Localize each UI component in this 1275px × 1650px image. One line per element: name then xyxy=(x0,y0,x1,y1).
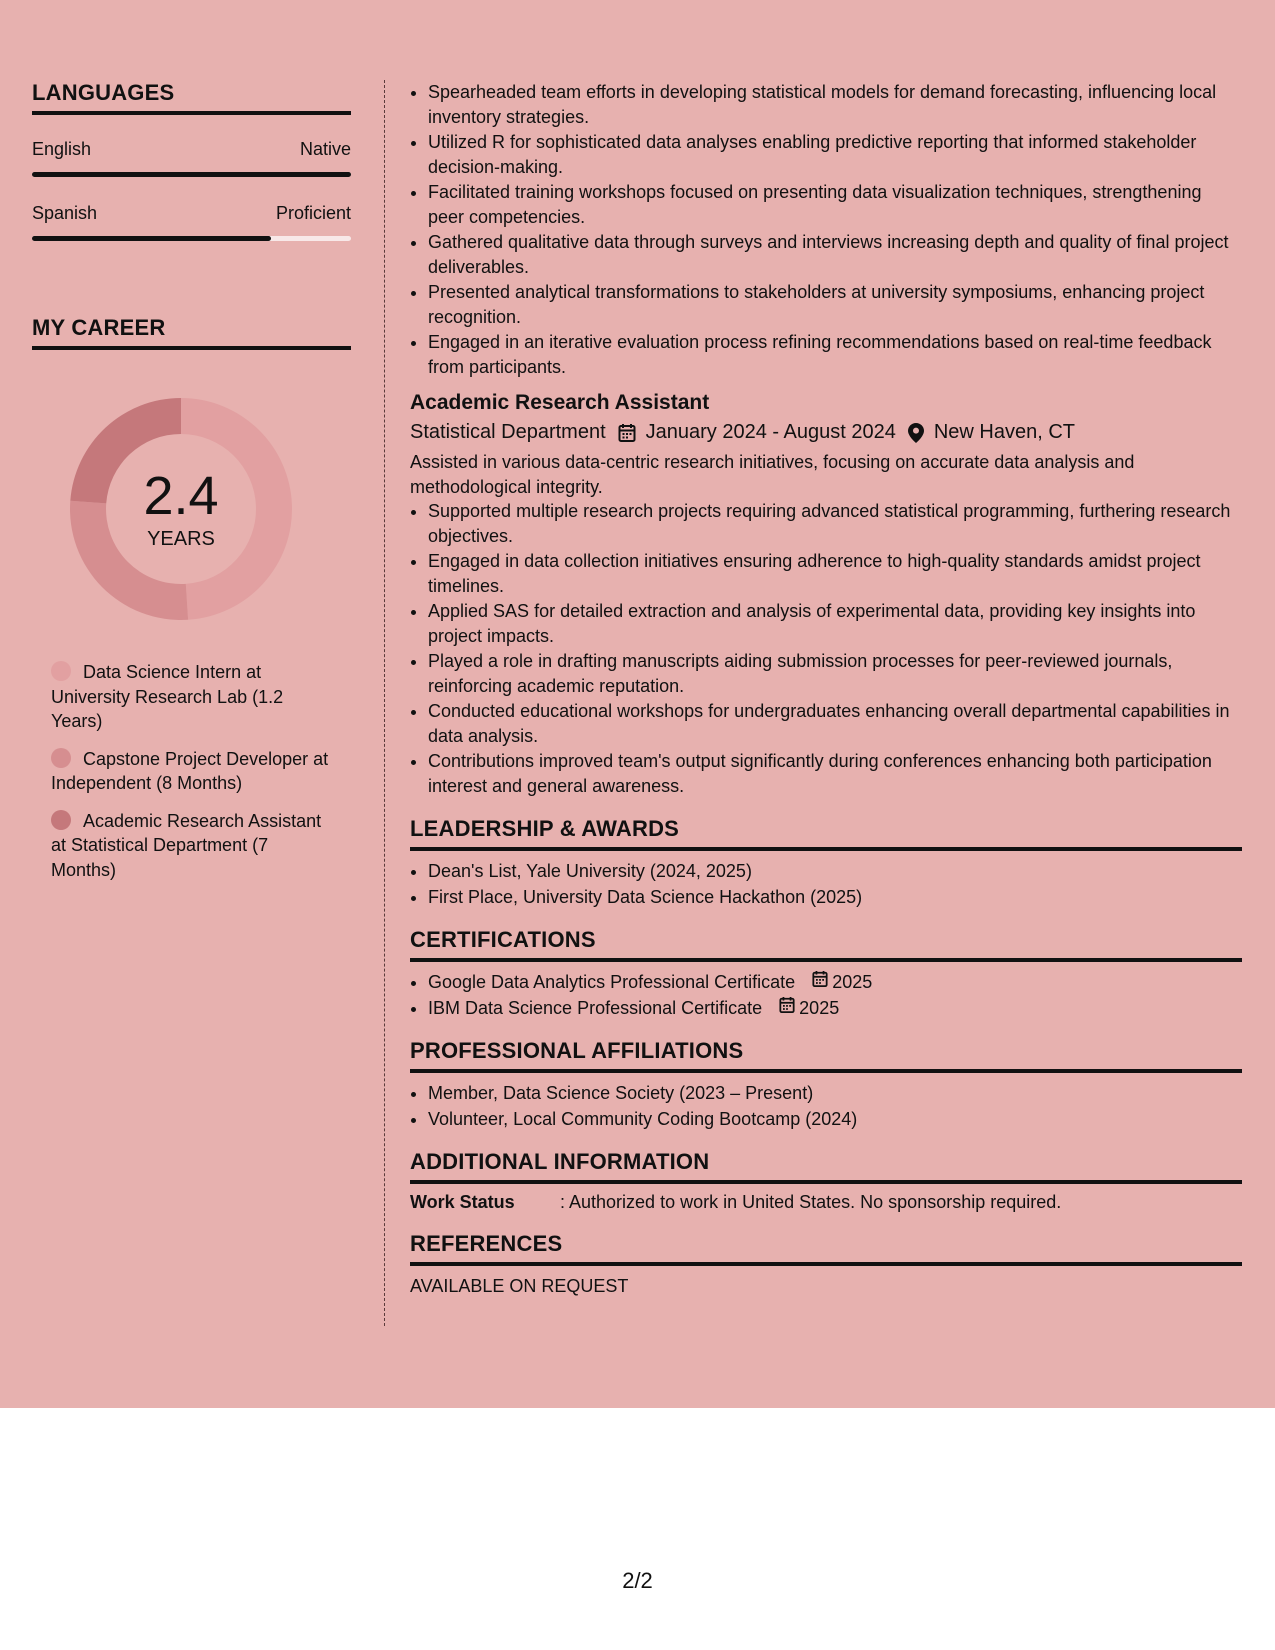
language-bar-spanish xyxy=(32,236,351,241)
cert-name: Google Data Analytics Professional Certificate xyxy=(428,972,796,992)
list-item: • Presented analytical transformations to stakeholders at university symposiums, enhancing project recognition. xyxy=(428,280,1242,329)
references-heading: REFERENCES xyxy=(410,1231,1242,1266)
page-number: 2/2 xyxy=(622,1568,653,1593)
leadership-heading: LEADERSHIP & AWARDS xyxy=(410,816,1242,851)
job-meta xyxy=(410,421,1242,444)
job-description: Assisted in various data-centric research initiatives, focusing on accurate data analysis and methodological integrity. xyxy=(410,452,1135,497)
career-donut-chart xyxy=(66,394,296,624)
legend-item xyxy=(51,747,331,796)
list-item: • First Place, University Data Science Hackathon (2025) xyxy=(428,885,1242,910)
language-bar-fill xyxy=(32,236,271,241)
leadership-list xyxy=(410,859,1242,909)
references-section xyxy=(410,1231,1242,1297)
calendar-icon xyxy=(779,996,799,1021)
language-name: Spanish xyxy=(32,203,98,223)
calendar-icon xyxy=(618,423,636,443)
list-item xyxy=(428,970,1242,995)
language-name: English xyxy=(32,139,92,159)
legend-label: Data Science Intern at University Research Lab (1.2 Years) xyxy=(51,662,284,731)
location-pin-icon xyxy=(908,423,924,443)
job-company: Statistical Department xyxy=(410,421,606,443)
list-item: • Contributions improved team's output significantly during conferences enhancing both participation interest and general awareness. xyxy=(428,749,1242,798)
column-divider xyxy=(384,80,385,1326)
list-item: • Spearheaded team efforts in developing statistical models for demand forecasting, influencing local inventory strategies. xyxy=(428,80,1242,129)
job-location: New Haven, CT xyxy=(933,421,1075,443)
career-total-years: 2.4 xyxy=(143,465,219,526)
work-status-value: : Authorized to work in United States. No sponsorship required. xyxy=(560,1192,1062,1212)
certifications-section xyxy=(410,927,1242,1020)
career-total-unit: YEARS xyxy=(147,527,215,550)
affiliations-heading: PROFESSIONAL AFFILIATIONS xyxy=(410,1038,1242,1073)
list-item: • Applied SAS for detailed extraction and analysis of experimental data, providing key insights into project impacts. xyxy=(428,599,1242,648)
legend-dot xyxy=(51,810,71,830)
additional-info-section xyxy=(410,1149,1242,1213)
legend-dot xyxy=(51,661,71,681)
list-item: • Utilized R for sophisticated data analyses enabling predictive reporting that informed stakeholder decision-making. xyxy=(428,130,1242,179)
legend-item xyxy=(51,809,331,883)
left-column xyxy=(32,80,351,895)
legend-label: Academic Research Assistant at Statistical Department (7 Months) xyxy=(51,810,322,880)
legend-dot xyxy=(51,748,71,768)
job-title: Academic Research Assistant xyxy=(410,391,710,414)
certifications-list xyxy=(410,970,1242,1020)
additional-info-heading: ADDITIONAL INFORMATION xyxy=(410,1149,1242,1184)
cert-year: 2025 xyxy=(799,997,840,1018)
list-item: • Played a role in drafting manuscripts aiding submission processes for peer-reviewed journals, reinforcing academic reputation. xyxy=(428,649,1242,698)
cert-name: IBM Data Science Professional Certificate xyxy=(428,997,763,1018)
cert-date xyxy=(812,970,872,995)
list-item: • Member, Data Science Society (2023 – Present) xyxy=(428,1081,1242,1106)
list-item: • Volunteer, Local Community Coding Bootcamp (2024) xyxy=(428,1107,1242,1132)
legend-item xyxy=(51,660,331,734)
career-legend xyxy=(51,660,331,882)
list-item: • Conducted educational workshops for undergraduates enhancing overall departmental capabilities in data analysis. xyxy=(428,699,1242,748)
job-bullets xyxy=(410,499,1242,798)
list-item xyxy=(428,996,1242,1021)
list-item: • Supported multiple research projects requiring advanced statistical programming, furthering research objectives. xyxy=(428,499,1242,548)
leadership-section xyxy=(410,816,1242,909)
language-level: Native xyxy=(299,139,351,159)
list-item: • Gathered qualitative data through surveys and interviews increasing depth and quality of final project deliverables. xyxy=(428,230,1242,279)
languages-heading: LANGUAGES xyxy=(32,80,351,115)
list-item: • Engaged in an iterative evaluation process refining recommendations based on real-time feedback from participants. xyxy=(428,330,1242,379)
work-status-row xyxy=(410,1192,1242,1213)
certifications-heading: CERTIFICATIONS xyxy=(410,927,1242,962)
list-item: • Facilitated training workshops focused on presenting data visualization techniques, strengthening peer competencies. xyxy=(428,180,1242,229)
legend-label: Capstone Project Developer at Independent (8 Months) xyxy=(51,748,329,793)
job-dates: January 2024 - August 2024 xyxy=(645,421,896,443)
language-bar-fill xyxy=(32,172,351,177)
cert-date xyxy=(779,996,839,1021)
right-column xyxy=(410,80,1242,1297)
language-bar-english xyxy=(32,172,351,177)
language-row-english xyxy=(32,139,351,160)
language-level: Proficient xyxy=(275,203,351,223)
work-status-label: Work Status xyxy=(410,1192,515,1212)
affiliations-section xyxy=(410,1038,1242,1131)
list-item: • Engaged in data collection initiatives ensuring adherence to high-quality standards amidst project timelines. xyxy=(428,549,1242,598)
previous-job-bullets xyxy=(410,80,1242,379)
language-row-spanish xyxy=(32,203,351,224)
career-heading: MY CAREER xyxy=(32,315,351,350)
calendar-icon xyxy=(812,970,832,995)
cert-year: 2025 xyxy=(832,972,873,992)
donut-center xyxy=(66,394,296,624)
references-text: AVAILABLE ON REQUEST xyxy=(410,1276,629,1296)
affiliations-list xyxy=(410,1081,1242,1131)
list-item: • Dean's List, Yale University (2024, 2025) xyxy=(428,859,1242,884)
